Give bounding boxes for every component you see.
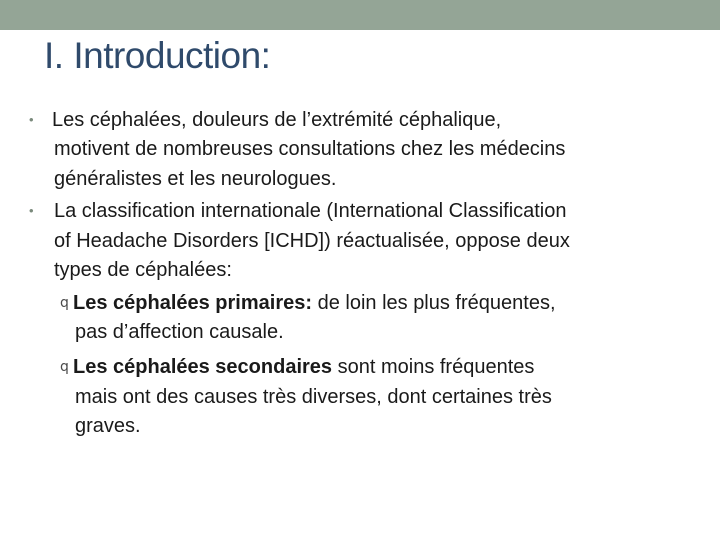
header-bar (0, 0, 720, 30)
bullet-2-line-2: of Headache Disorders [ICHD]) réactualisée, oppose deux (54, 230, 570, 252)
sub-bullet-2-line-2: mais ont des causes très diverses, dont certaines très (75, 386, 552, 408)
bullet-1-line-2: motivent de nombreuses consultations chez les médecins (54, 138, 566, 160)
sub-bullet-2-line-3: graves. (75, 415, 141, 437)
sub-bullet-2-bold: Les céphalées secondaires (73, 356, 333, 378)
bullet-1-line-3: généralistes et les neurologues. (54, 168, 337, 190)
sub-bullet-1-rest: de loin les plus fréquentes, (312, 292, 556, 314)
sub-bullet-1-line-2: pas d’affection causale. (75, 321, 284, 343)
sub-bullet-1-line-1 (73, 290, 556, 316)
checkbox-bullet-icon: q (60, 295, 69, 311)
checkbox-bullet-icon: q (60, 359, 69, 375)
bullet-1-line-1: Les céphalées, douleurs de l’extrémité céphalique, (52, 109, 502, 131)
bullet-marker: • (29, 203, 34, 218)
sub-bullet-1-bold: Les céphalées primaires: (73, 292, 313, 314)
bullet-marker: • (29, 112, 34, 127)
sub-bullet-2-line-1 (73, 354, 534, 380)
bullet-2-line-3: types de céphalées: (54, 259, 232, 281)
sub-bullet-2-rest: sont moins fréquentes (332, 356, 535, 378)
bullet-2-line-1: La classification internationale (International Classification (54, 200, 567, 222)
slide-title: I. Introduction: (44, 35, 271, 76)
